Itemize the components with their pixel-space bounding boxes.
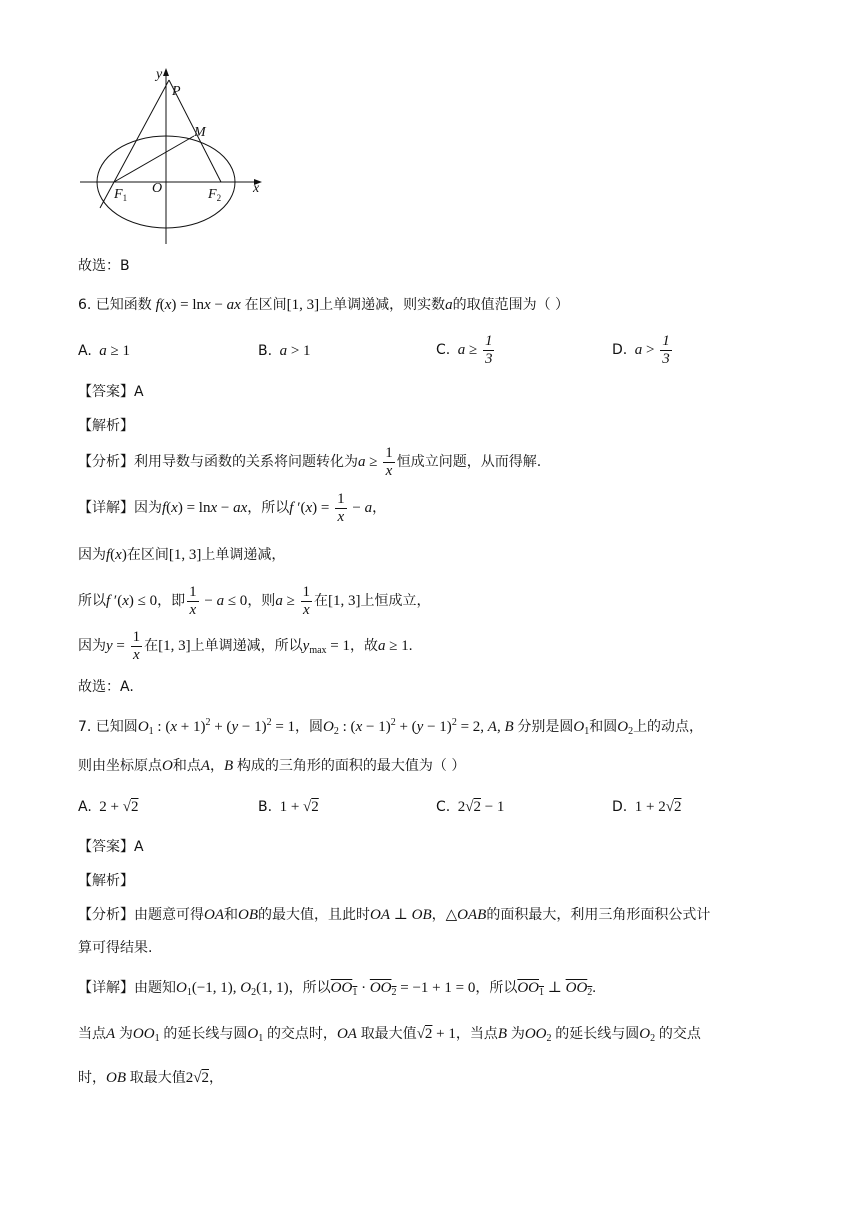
q6-line4: 因为y = $\frac{1}{x}$ 在[1, 3]上单调递减，所以$y_{max} = 1$，故a ≥ 1. — [78, 629, 413, 663]
q6-line2: 因为f(x)在区间[1, 3]上单调递减， — [78, 547, 286, 563]
q5-choice: 故选：B — [78, 258, 130, 274]
q6-answer: 【答案】A — [78, 384, 144, 400]
q7-option-b: B. 1 + √2 — [258, 799, 319, 815]
q7-fenxi: 【分析】由题意可得OA和OB的最大值，且此时OA ⊥ OB，△OAB的面积最大，利用三角形面积公式计 — [78, 907, 711, 923]
q6-option-c: C. a ≥ $\frac{1}{3}$ — [436, 333, 493, 367]
q7-fenxi2: 算可得结果. — [78, 940, 153, 956]
q7-stem2: 则由坐标原点O和点A，B 构成的三角形的面积的最大值为（ ） — [78, 758, 466, 774]
q6-detail: 【详解】因为f(x) = lnx − ax，所以f ′(x) = $\frac{1}{x}$ − a， — [78, 491, 387, 525]
label-x: x — [253, 181, 260, 196]
q6-choice: 故选：A. — [78, 679, 134, 695]
q6-analysis: 【解析】 — [78, 418, 134, 434]
q7-option-a: A. 2 + √2 — [78, 799, 139, 815]
label-f1: $F_1$ — [114, 187, 128, 203]
q6-option-b: B. a > 1 — [258, 343, 311, 359]
label-p: P — [172, 84, 181, 99]
q7-answer: 【答案】A — [78, 839, 144, 855]
q7-detail: 【详解】由题知$O_1(-1$, 1), $O_2(1$, 1)，所以$OO_1 \cdot OO_2 = -1 + 1 = 0$，所以$OO_1$ ⊥ $OO_2$. — [78, 980, 597, 998]
label-f2: $F_2$ — [208, 187, 222, 203]
q7-option-d: D. 1 + 2√2 — [612, 799, 682, 815]
label-y: y — [156, 67, 163, 82]
q7-line3: 时，OB 取最大值2√2， — [78, 1070, 223, 1086]
q7-stem: 7. 已知圆$O_1$ : $(x + 1)^2 + (y - 1)^2 = 1$，圆$O_2$ : $(x - 1)^2 + (y - 1)^2 = 2$, A, B 分别是圆$O_1$和圆$O_2$上的动点， — [78, 717, 704, 737]
q7-option-c: C. 2√2 − 1 — [436, 799, 505, 815]
q7-analysis: 【解析】 — [78, 873, 134, 889]
label-m: M — [194, 125, 206, 140]
q6-line3: 所以f ′(x) ≤ 0，即 $\frac{1}{x}$ − a ≤ 0，则a ≥ $\frac{1}{x}$ 在[1, 3]上恒成立， — [78, 584, 431, 618]
q6-option-d: D. a > $\frac{1}{3}$ — [612, 333, 670, 367]
ellipse-figure — [70, 60, 280, 250]
y-axis-arrow — [163, 68, 169, 76]
q6-stem: 6. 已知函数 f(x) = lnx − ax 在区间[1, 3]上单调递减，则实数a的取值范围为（ ） — [78, 297, 570, 313]
label-o: O — [152, 181, 163, 196]
q6-option-a: A. a ≥ 1 — [78, 343, 131, 359]
q7-line2: 当点A 为$OO_1$ 的延长线与圆$O_1$ 的交点时，OA 取最大值√2 + 1，当点B 为$OO_2$ 的延长线与圆$O_2$ 的交点 — [78, 1026, 701, 1044]
q6-fenxi: 【分析】利用导数与函数的关系将问题转化为a ≥ $\frac{1}{x}$ 恒成立问题，从而得解. — [78, 445, 542, 479]
